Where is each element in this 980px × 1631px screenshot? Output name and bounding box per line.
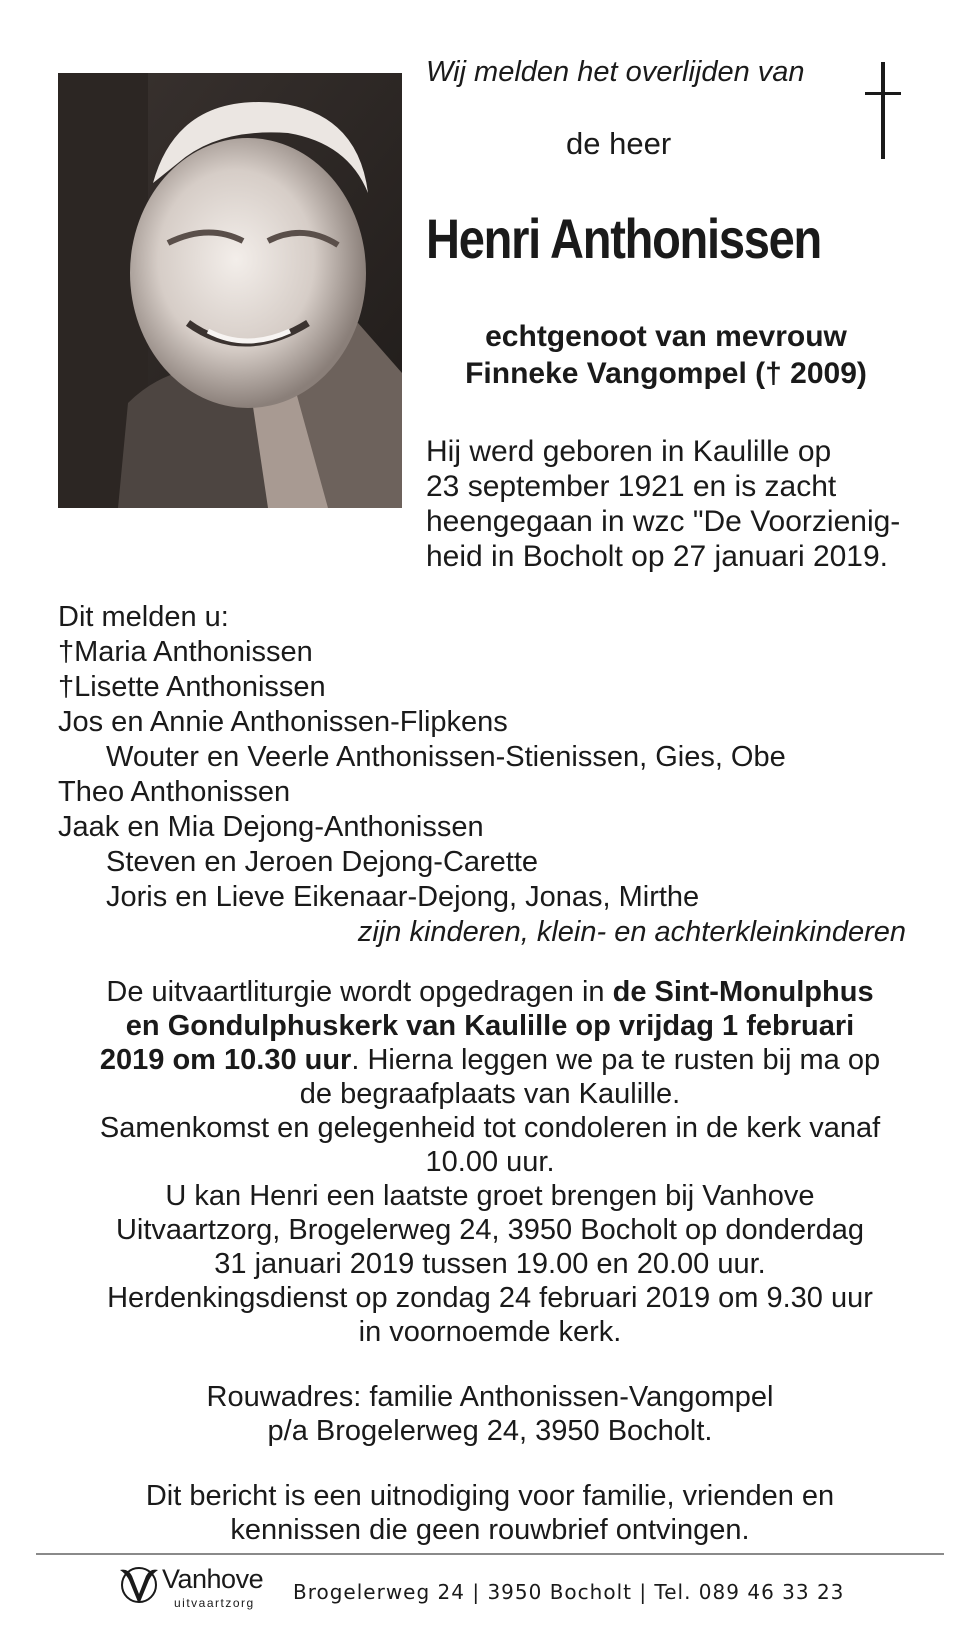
funeral-line: de begraafplaats van Kaulille. <box>299 1078 681 1110</box>
address-line: p/a Brogelerweg 24, 3950 Bocholt. <box>267 1415 713 1447</box>
mourning-address <box>40 1380 940 1448</box>
family-line: Joris en Lieve Eikenaar-Dejong, Jonas, Mirthe <box>106 881 700 913</box>
portrait-photo <box>58 73 402 508</box>
funeral-text: De uitvaartliturgie wordt opgedragen in <box>106 976 613 1008</box>
birth-line: 23 september 1921 en is zacht <box>426 470 837 503</box>
birth-line: heid in Bocholt op 27 januari 2019. <box>426 540 889 573</box>
funeral-emphasis: 2019 om 10.30 uur <box>99 1044 352 1076</box>
funeral-emphasis: en Gondulphuskerk van Kaulille op vrijdag 1 februari <box>125 1010 855 1042</box>
vanhove-logo <box>114 1562 282 1614</box>
spouse-line: echtgenoot van mevrouw <box>485 320 847 353</box>
invite-line: Dit bericht is een uitnodiging voor familie, vrienden en <box>145 1480 835 1512</box>
logo-mark-icon <box>116 1566 162 1604</box>
family-line: Wouter en Veerle Anthonissen-Stienissen, Gies, Obe <box>106 741 786 773</box>
funeral-emphasis: de Sint-Monulphus <box>612 976 874 1008</box>
funeral-line: in voornoemde kerk. <box>358 1316 622 1348</box>
funeral-line: U kan Henri een laatste groet brengen bij Vanhove <box>165 1180 815 1212</box>
funeral-line: Samenkomst en gelegenheid tot condoleren in de kerk vanaf <box>99 1112 881 1144</box>
family-heading: Dit melden u: <box>58 601 229 633</box>
family-line: Theo Anthonissen <box>58 776 291 808</box>
funeral-line: 31 januari 2019 tussen 19.00 en 20.00 uur. <box>214 1248 766 1280</box>
funeral-line: Herdenkingsdienst op zondag 24 februari 2019 om 9.30 uur <box>107 1282 873 1314</box>
deceased-name: Henri Anthonissen <box>426 207 822 270</box>
funeral-line <box>40 975 940 1009</box>
family-line: Jos en Annie Anthonissen-Flipkens <box>58 706 508 738</box>
spouse-info <box>416 318 916 392</box>
birth-line: Hij werd geboren in Kaulille op <box>426 435 832 468</box>
family-line: Steven en Jeroen Dejong-Carette <box>106 846 539 878</box>
funeral-info <box>40 975 940 1349</box>
logo-subtitle: uitvaartzorg <box>174 1596 255 1610</box>
spouse-line: Finneke Vangompel († 2009) <box>465 357 867 390</box>
family-relation: zijn kinderen, klein- en achterkleinkinderen <box>357 916 906 948</box>
cross-icon <box>865 62 901 159</box>
deceased-title: de heer <box>566 126 672 161</box>
funeral-line: Uitvaartzorg, Brogelerweg 24, 3950 Bocholt op donderdag <box>115 1214 865 1246</box>
family-list <box>58 600 918 950</box>
invitation-note <box>40 1479 940 1547</box>
family-line: Jaak en Mia Dejong-Anthonissen <box>58 811 484 843</box>
logo-brand: Vanhove <box>162 1564 264 1594</box>
family-line: †Lisette Anthonissen <box>58 671 326 703</box>
birth-line: heengegaan in wzc "De Voorzienig- <box>426 505 901 538</box>
footer-address: Brogelerweg 24 | 3950 Bocholt | Tel. 089 46 33 23 <box>293 1580 845 1604</box>
family-line: †Maria Anthonissen <box>58 636 313 668</box>
funeral-text: . Hierna leggen we pa te rusten bij ma op <box>351 1044 881 1076</box>
footer-divider <box>36 1553 944 1555</box>
funeral-line <box>40 1009 940 1043</box>
invite-line: kennissen die geen rouwbrief ontvingen. <box>230 1514 750 1546</box>
funeral-line <box>40 1043 940 1077</box>
funeral-line: 10.00 uur. <box>425 1146 555 1178</box>
address-line: Rouwadres: familie Anthonissen-Vangompel <box>206 1381 774 1413</box>
intro-text: Wij melden het overlijden van <box>426 56 805 88</box>
birth-info <box>426 434 900 574</box>
